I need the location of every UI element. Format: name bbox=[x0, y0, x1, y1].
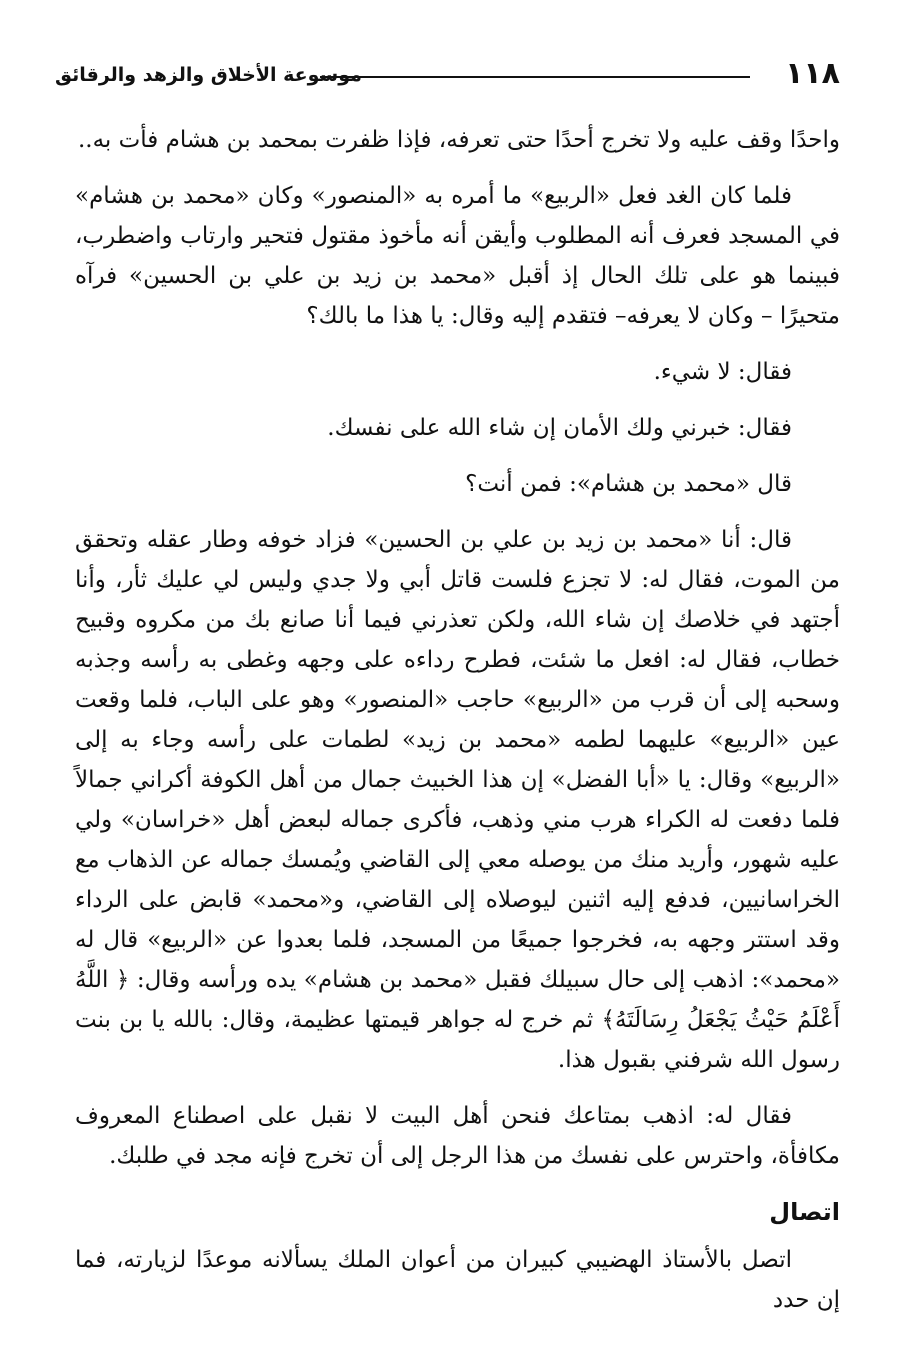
paragraph: قال: أنا «محمد بن زيد بن علي بن الحسين» فزاد خوفه وطار عقله وتحقق من الموت، فقال له: لا تجزع فلست قاتل أبي ولا جدي وليس لي عليك ثأر، وأنا أجتهد في خلاصك إن شاء الله، ولكن تعذرني فيما أنا صانع بك من مكروه وقبيح خطاب، فقال له: افعل ما شئت، فطرح رداءه على وجهه وغطى به رأسه وجذبه وسحبه إلى أن قرب من «الربيع» حاجب «المنصور» وهو على الباب، فلما وقعت عين «الربيع» عليهما لطمه «محمد بن زيد» لطمات على رأسه وجاء به إلى «الربيع» وقال: يا «أبا الفضل» إن هذا الخبيث جمال من أهل الكوفة أكراني جمالاً فلما دفعت له الكراء هرب مني وذهب، فأكرى جماله لبعض أهل «خراسان» ولي عليه شهور، وأريد منك من يوصله معي إلى القاضي ويُمسك جماله عن الذهاب مع الخراسانيين، فدفع إليه اثنين ليوصلاه إلى القاضي، و«محمد» قابض على الرداء وقد استتر وجهه به، فخرجوا جميعًا من المسجد، فلما بعدوا عن «الربيع» قال له «محمد»: اذهب إلى حال سبيلك فقبل «محمد بن هشام» يده ورأسه وقال: ﴿ اللَّهُ أَعْلَمُ حَيْثُ يَجْعَلُ رِسَالَتَهُ﴾ ثم خرج له جواهر قيمتها عظيمة، وقال: بالله يا بن بنت رسول الله شرفني بقبول هذا. bbox=[75, 527, 840, 1073]
page-header bbox=[55, 56, 840, 96]
paragraph: فقال: خبرني ولك الأمان إن شاء الله على نفسك. bbox=[327, 415, 792, 441]
header-rule bbox=[320, 76, 750, 78]
section-paragraph: اتصل بالأستاذ الهضيبي كبيران من أعوان الملك يسألانه موعدًا لزيارته، فما إن حدد bbox=[75, 1247, 840, 1313]
page-number: ١١٨ bbox=[785, 56, 840, 91]
page-body bbox=[75, 120, 840, 1336]
paragraph: فقال له: اذهب بمتاعك فنحن أهل البيت لا نقبل على اصطناع المعروف مكافأة، واحترس على نفسك من هذا الرجل إلى أن تخرج فإنه مجد في طلبك. bbox=[75, 1103, 840, 1169]
section-heading: اتصال bbox=[769, 1198, 840, 1226]
paragraph: واحدًا وقف عليه ولا تخرج أحدًا حتى تعرفه، فإذا ظفرت بمحمد بن هشام فأت به.. bbox=[77, 127, 840, 153]
paragraph: قال «محمد بن هشام»: فمن أنت؟ bbox=[465, 471, 792, 497]
paragraph: فقال: لا شيء. bbox=[653, 359, 792, 385]
book-title: موسوعة الأخلاق والزهد والرقائق bbox=[55, 64, 362, 86]
paragraph: فلما كان الغد فعل «الربيع» ما أمره به «المنصور» وكان «محمد بن هشام» في المسجد فعرف أنه المطلوب وأيقن أنه مأخوذ مقتول فتحير وارتاب واضطرب، فبينما هو على تلك الحال إذ أقبل «محمد بن زيد بن علي بن الحسين» فرآه متحيرًا – وكان لا يعرفه– فتقدم إليه وقال: يا هذا ما بالك؟ bbox=[75, 183, 840, 329]
